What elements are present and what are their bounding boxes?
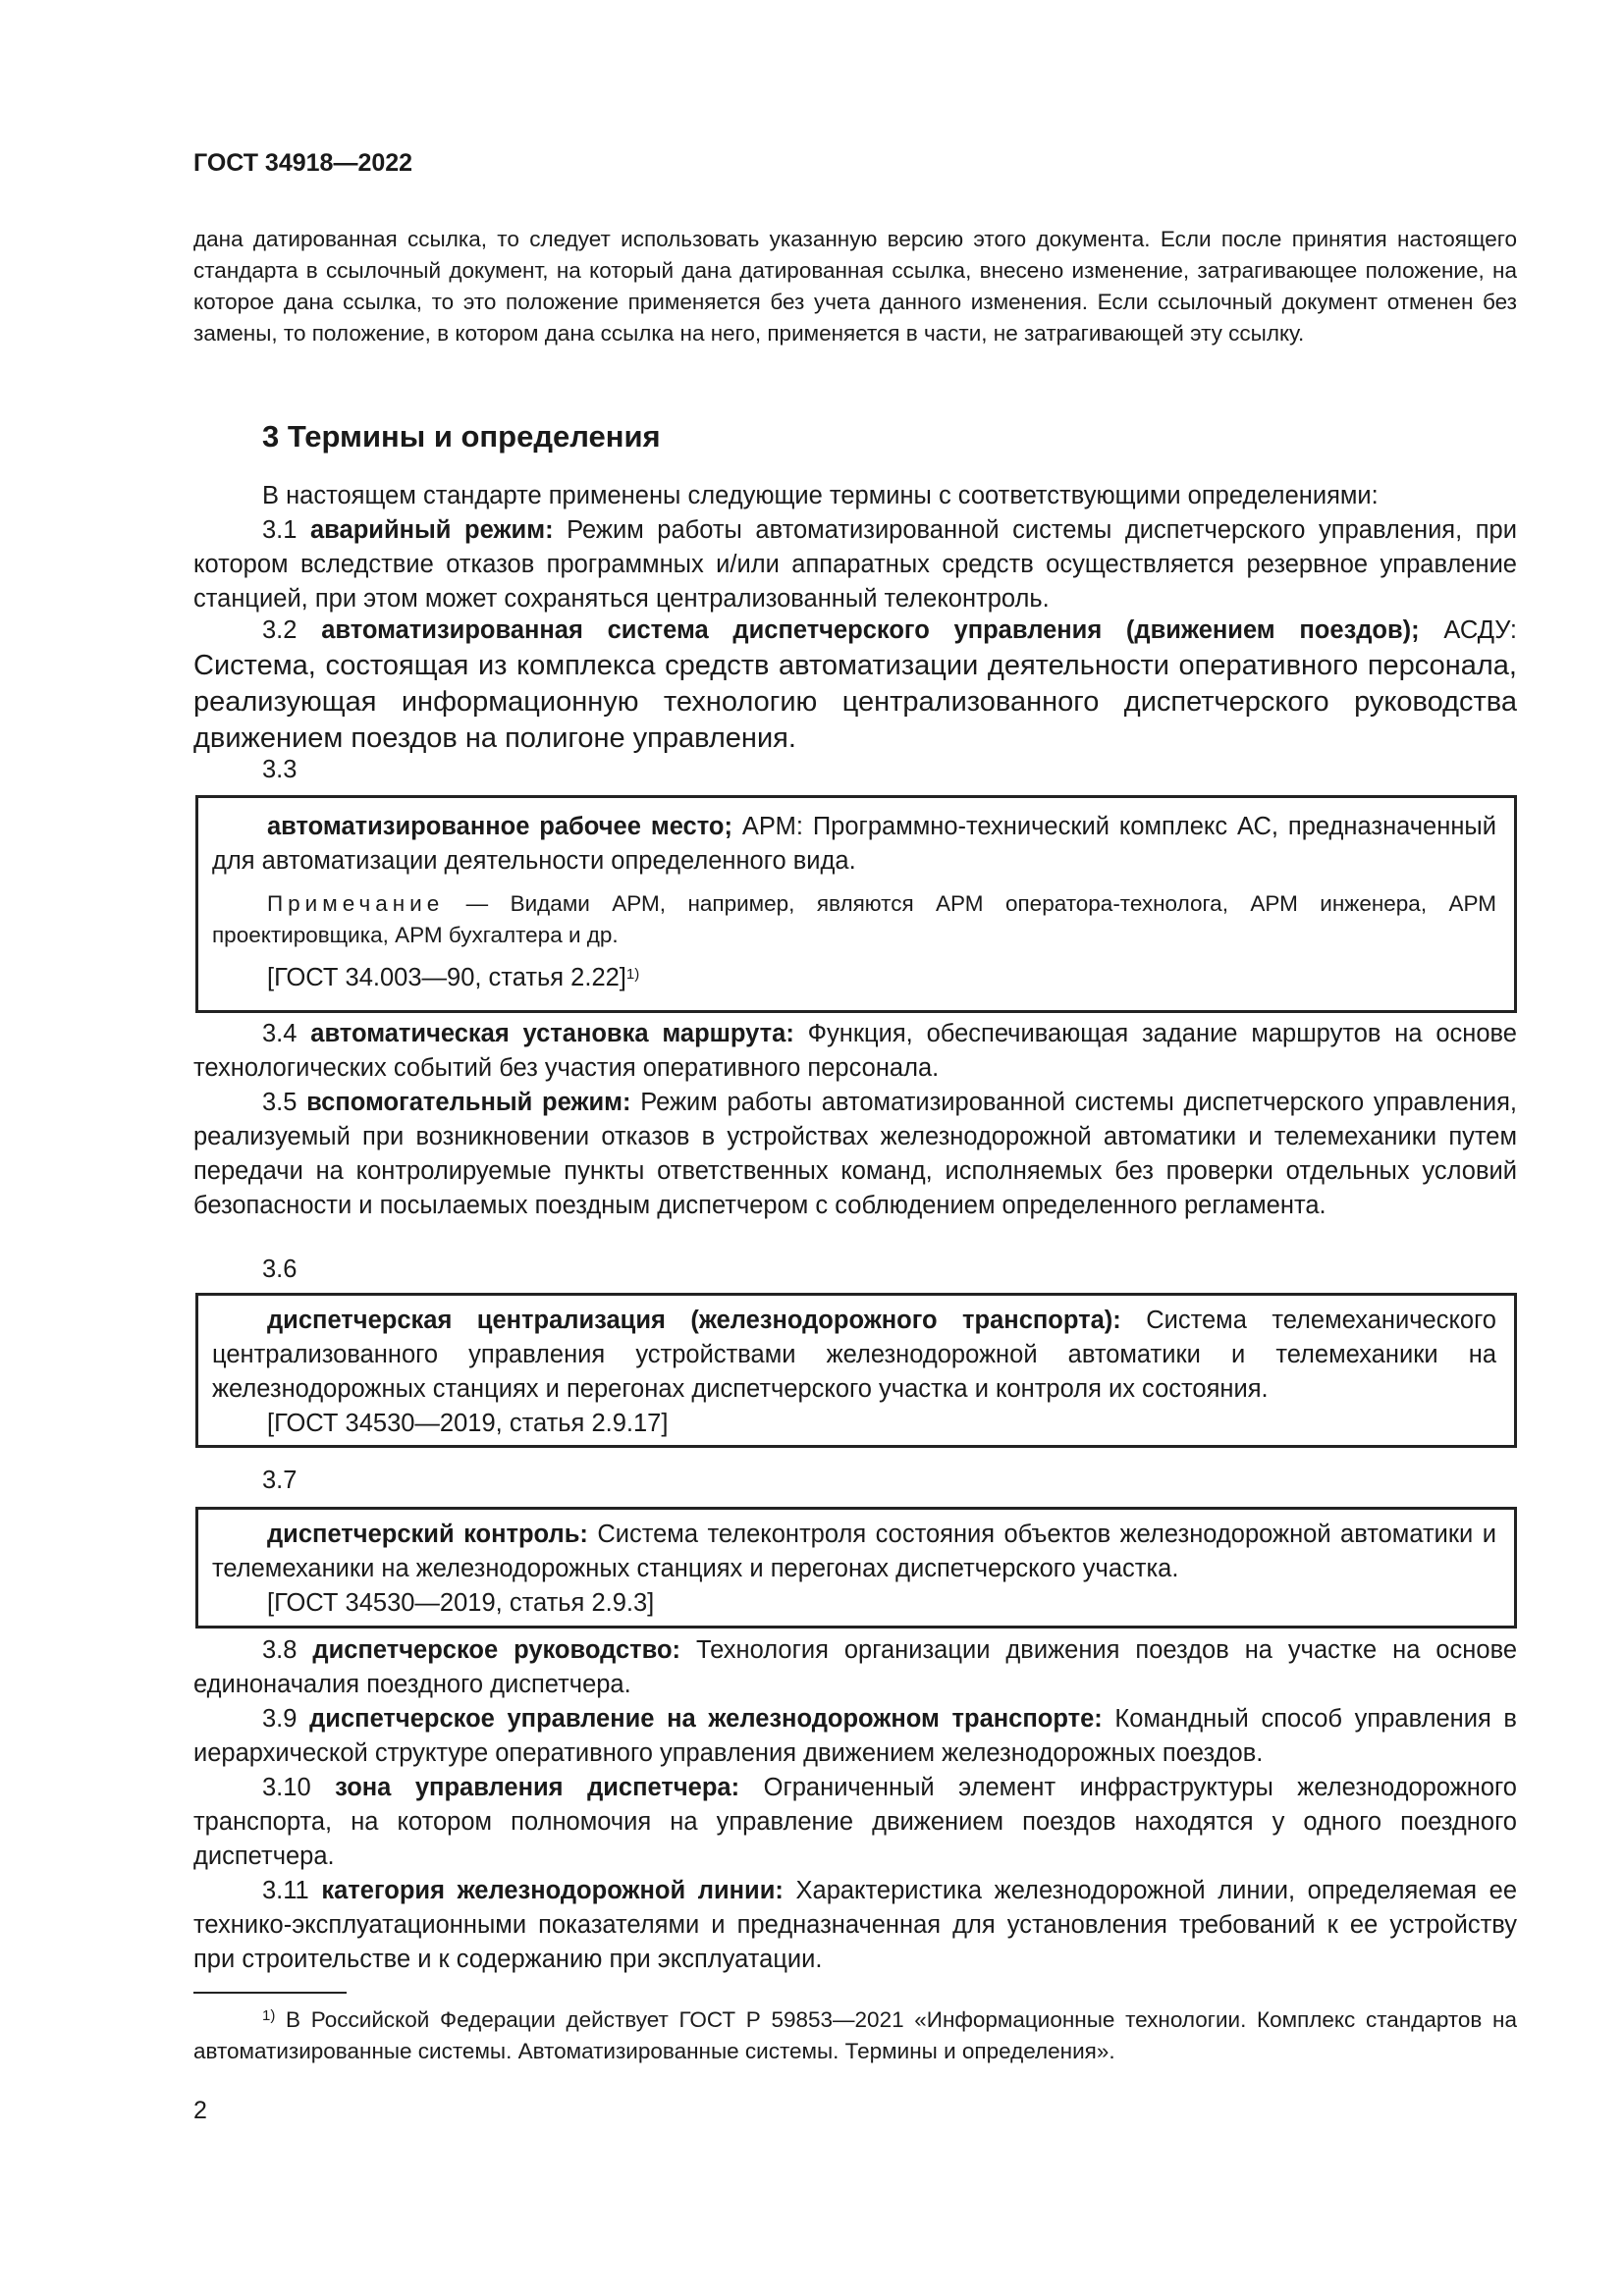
term-3-7-number: 3.7: [262, 1467, 298, 1494]
term-3-7-source: [ГОСТ 34530—2019, статья 2.9.3]: [267, 1589, 655, 1617]
term-3-6-source: [ГОСТ 34530—2019, статья 2.9.17]: [267, 1410, 669, 1437]
section-lead: В настоящем стандарте применены следующие термины с соответствующими определениями:: [262, 482, 1379, 509]
term-3-6-number: 3.6: [262, 1255, 298, 1283]
document-code: ГОСТ 34918—2022: [193, 149, 413, 177]
terms-block-3: [193, 1633, 1517, 1977]
term-3-3-source: [ГОСТ 34.003—90, статья 2.22]$^{1)}$: [267, 964, 640, 991]
term-3-3-box: автоматизированное рабочее место; АРМ: Программно-технический комплекс АС, предназначенный для автоматизации деятельности определенного вида. Примечание — Видами АРМ, например, являются АРМ оператора-технолога, АРМ инженера, АРМ проектировщика, АРМ бухгалтера и др. [ГОСТ 34.003—90, статья 2.22]$^{1)}$: [195, 795, 1517, 1013]
term-3-9: 3.9 диспетчерское управление на железнодорожном транспорте: Командный способ управления в иерархической структуре оперативного управления движением железнодорожных поездов.: [193, 1705, 1517, 1767]
term-3-3-note: Примечание — Видами АРМ, например, являются АРМ оператора-технолога, АРМ инженера, АРМ проектировщика, АРМ бухгалтера и др.: [212, 891, 1496, 947]
term-3-1: 3.1 аварийный режим: Режим работы автоматизированной системы диспетчерского управления, при котором вследствие отказов программных и/или аппаратных средств осуществляется резервное управление станцией, при этом может сохраняться централизованный телеконтроль.: [193, 516, 1517, 613]
term-3-5: 3.5 вспомогательный режим: Режим работы автоматизированной системы диспетчерского управления, реализуемый при возникновении отказов в устройствах железнодорожной автоматики и телемеханики путем передачи на контролируемые пункты ответственных команд, исполняемых без проверки отдельных условий безопасности и посылаемых поездным диспетчером с соблюдением определенного регламента.: [193, 1089, 1517, 1219]
term-3-6-box: диспетчерская централизация (железнодорожного транспорта): Система телемеханического централизованного управления устройствами железнодорожной автоматики и телемеханики на железнодорожных станциях и перегонах диспетчерского участка и контроля их состояния. [ГОСТ 34530—2019, статья 2.9.17]: [195, 1293, 1517, 1448]
term-3-3-number: 3.3: [262, 756, 298, 783]
page-number: 2: [193, 2097, 207, 2124]
term-3-11: 3.11 категория железнодорожной линии: Характеристика железнодорожной линии, определяемая ее технико-эксплуатационными показателями и предназначенная для установления требований к ее устройству при строительстве и к содержанию при эксплуатации.: [193, 1877, 1517, 1973]
term-3-4: 3.4 автоматическая установка маршрута: Функция, обеспечивающая задание маршрутов на основе технологических событий без участия оперативного персонала.: [193, 1020, 1517, 1082]
term-3-8: 3.8 диспетчерское руководство: Технология организации движения поездов на участке на основе единоначалия поездного диспетчера.: [193, 1636, 1518, 1698]
term-3-2: 3.2 автоматизированная система диспетчерского управления (движением поездов); АСДУ: Система, состоящая из комплекса средств автоматизации деятельности оперативного персонала, реализующая информационную технологию централизованного диспетчерского руководства движением поездов на полигоне управления.: [193, 616, 1517, 754]
terms-block-1: [193, 479, 1517, 616]
intro-paragraph: дана датированная ссылка, то следует использовать указанную версию этого документа. Если после принятия настоящего стандарта в ссылочный документ, на который дана датированная ссылка, внесено изменение, затрагивающее положение, на которое дана ссылка, то это положение применяется без учета данного изменения. Если ссылочный документ отменен без замены, то положение, в котором дана ссылка на него, применяется в части, не затрагивающей эту ссылку.: [193, 227, 1517, 346]
term-3-7-box: диспетчерский контроль: Система телеконтроля состояния объектов железнодорожной автоматики и телемеханики на железнодорожных станциях и перегонах диспетчерского участка. [ГОСТ 34530—2019, статья 2.9.3]: [195, 1507, 1517, 1629]
term-3-10: 3.10 зона управления диспетчера: Ограниченный элемент инфраструктуры железнодорожного транспорта, на котором полномочия на управление движением поездов находятся у одного поездного диспетчера.: [193, 1774, 1517, 1870]
section-heading: 3 Термины и определения: [262, 419, 661, 454]
footnote-rule: [193, 1992, 347, 1994]
footnote: $^{1)}$ В Российской Федерации действует ГОСТ Р 59853—2021 «Информационные технологии. Комплекс стандартов на автоматизированные системы. Автоматизированные системы. Термины и определения».: [193, 2007, 1517, 2063]
terms-block-2: [193, 1017, 1517, 1223]
